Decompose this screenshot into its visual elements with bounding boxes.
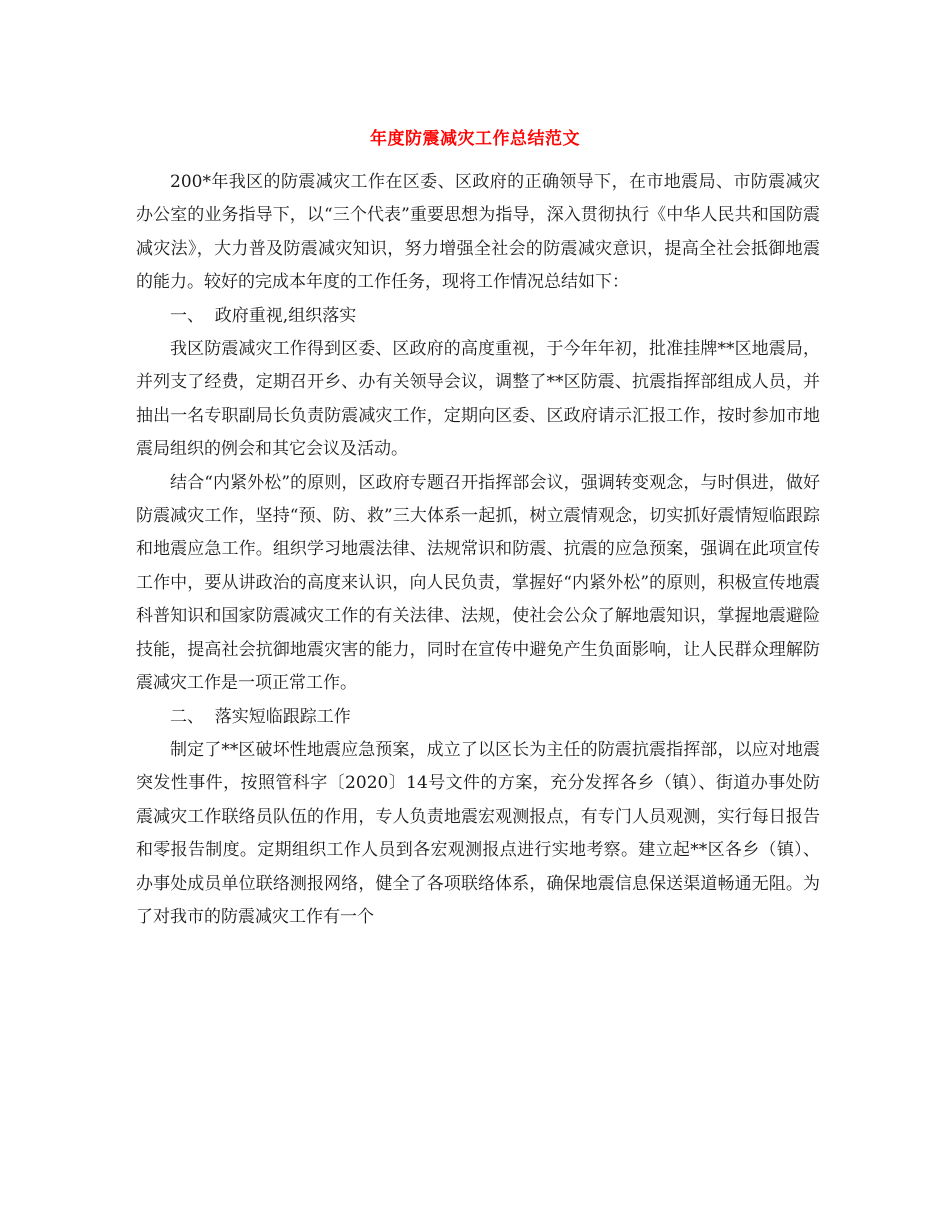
paragraph-section1-a: 我区防震减灾工作得到区委、区政府的高度重视，于今年年初，批准挂牌**区地震局，并列支了经费，定期召开乡、办有关领导会议，调整了**区防震、抗震指挥部组成人员，并抽出一名专职副局长负责防震减灾工作，定期向区委、区政府请示汇报工作，按时参加市地震局组织的例会和其它会议及活动。 <box>136 339 820 460</box>
section-heading-2: 二、 落实短临跟踪工作 <box>170 706 351 727</box>
document-body <box>136 166 820 934</box>
paragraph-section1-b: 结合“内紧外松”的原则，区政府专题召开指挥部会议，强调转变观念，与时俱进，做好防震减灾工作，坚持“预、防、救”三大体系一起抓，树立震情观念，切实抓好震情短临跟踪和地震应急工作。组织学习地震法律、法规常识和防震、抗震的应急预案，强调在此项宣传工作中，要从讲政治的高度来认识，向人民负责，掌握好“内紧外松”的原则，积极宣传地震科普知识和国家防震减灾工作的有关法律、法规，使社会公众了解地震知识，掌握地震避险技能，提高社会抗御地震灾害的能力，同时在宣传中避免产生负面影响，让人民群众理解防震减灾工作是一项正常工作。 <box>136 472 820 694</box>
document-title: 年度防震减灾工作总结范文 <box>370 129 580 149</box>
paragraph-intro: 200*年我区的防震减灾工作在区委、区政府的正确领导下，在市地震局、市防震减灾办公室的业务指导下，以“三个代表”重要思想为指导，深入贯彻执行《中华人民共和国防震减灾法》，大力普及防震减灾知识，努力增强全社会的防震减灾意识，提高全社会抵御地震的能力。较好的完成本年度的工作任务，现将工作情况总结如下： <box>136 172 820 293</box>
section-heading-1: 一、 政府重视,组织落实 <box>170 305 357 326</box>
paragraph-section2-a: 制定了**区破坏性地震应急预案，成立了以区长为主任的防震抗震指挥部，以应对地震突发性事件，按照管科字〔2020〕14号文件的方案，充分发挥各乡（镇）、街道办事处防震减灾工作联络员队伍的作用，专人负责地震宏观测报点，有专门人员观测，实行每日报告和零报告制度。定期组织工作人员到各宏观测报点进行实地考察。建立起**区各乡（镇）、办事处成员单位联络测报网络，健全了各项联络体系，确保地震信息保送渠道畅通无阻。为了对我市的防震减灾工作有一个 <box>136 739 820 927</box>
